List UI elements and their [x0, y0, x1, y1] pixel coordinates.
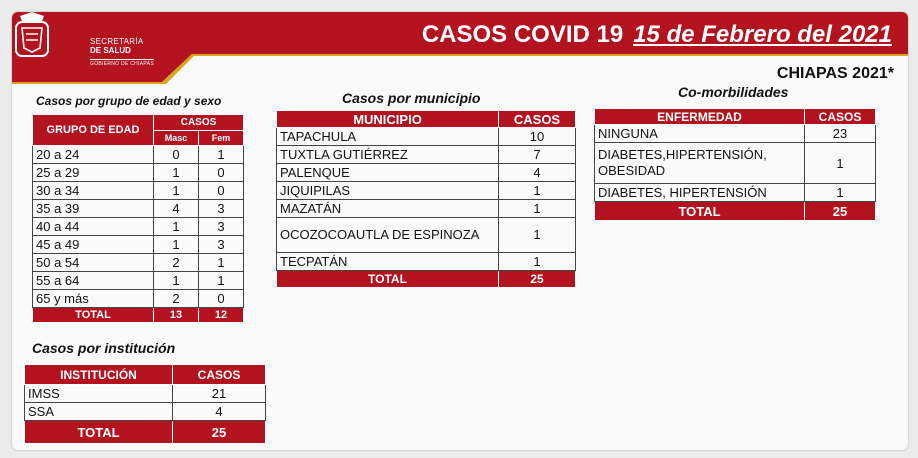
fem-cell: 3 [199, 200, 244, 218]
masc-cell: 1 [154, 182, 199, 200]
total-label: TOTAL [277, 271, 499, 288]
fem-cell: 1 [199, 272, 244, 290]
age-group-cell: 55 a 64 [33, 272, 154, 290]
municipio-row [277, 146, 576, 164]
age-group-cell: 30 a 34 [33, 182, 154, 200]
municipio-name-cell: TAPACHULA [277, 128, 499, 146]
institucion-total-row [25, 421, 266, 444]
infographic-card [12, 12, 908, 450]
col-casos: CASOS [499, 111, 576, 128]
municipio-total-row [277, 271, 576, 288]
age-group-cell: 20 a 24 [33, 146, 154, 164]
age-row [33, 272, 244, 290]
institucion-cases-cell: 4 [173, 403, 266, 421]
fem-cell: 1 [199, 254, 244, 272]
age-sex-title: Casos por grupo de edad y sexo [36, 94, 222, 108]
age-group-cell: 40 a 44 [33, 218, 154, 236]
col-fem: Fem [199, 130, 244, 146]
comorb-name-cell: NINGUNA [595, 125, 805, 143]
municipio-header-row [277, 111, 576, 128]
total-label: TOTAL [25, 421, 173, 444]
municipio-table [276, 110, 576, 288]
municipio-name-cell: TUXTLA GUTIÉRREZ [277, 146, 499, 164]
masc-cell: 1 [154, 164, 199, 182]
municipio-title: Casos por municipio [342, 90, 481, 106]
institucion-cases-cell: 21 [173, 385, 266, 403]
comorb-header-row [595, 109, 876, 125]
masc-cell: 1 [154, 236, 199, 254]
municipio-cases-cell: 1 [499, 182, 576, 200]
headline-date: 15 de Febrero del 2021 [633, 21, 892, 48]
total-value: 25 [173, 421, 266, 444]
col-masc: Masc [154, 130, 199, 146]
age-row [33, 182, 244, 200]
age-group-cell: 65 y más [33, 290, 154, 308]
comorb-cases-cell: 1 [805, 184, 876, 202]
headline-title: CASOS COVID 19 [421, 21, 624, 48]
age-group-cell: 25 a 29 [33, 164, 154, 182]
fem-cell: 3 [199, 236, 244, 254]
municipio-cases-cell: 1 [499, 200, 576, 218]
institucion-name-cell: IMSS [25, 385, 173, 403]
institucion-title: Casos por institución [32, 340, 176, 356]
fem-cell: 0 [199, 290, 244, 308]
comorb-row [595, 125, 876, 143]
header-banner [12, 12, 908, 88]
comorb-cases-cell: 1 [805, 143, 876, 184]
age-sex-total-row [33, 308, 244, 323]
municipio-row [277, 253, 576, 271]
col-municipio: MUNICIPIO [277, 111, 499, 128]
comorb-row [595, 184, 876, 202]
org-line2: DE SALUD [90, 45, 131, 55]
comorb-name-cell: DIABETES,HIPERTENSIÓN, OBESIDAD [595, 143, 805, 184]
total-masc: 13 [154, 308, 199, 323]
municipio-row [277, 128, 576, 146]
municipio-row [277, 164, 576, 182]
headline [422, 21, 892, 49]
fem-cell: 1 [199, 146, 244, 164]
comorb-name-cell: DIABETES, HIPERTENSIÓN [595, 184, 805, 202]
col-cases: CASOS [154, 115, 244, 131]
municipio-name-cell: OCOZOCOAUTLA DE ESPINOZA [277, 218, 499, 253]
age-row [33, 146, 244, 164]
institucion-name-cell: SSA [25, 403, 173, 421]
municipio-cases-cell: 1 [499, 218, 576, 253]
fem-cell: 0 [199, 182, 244, 200]
masc-cell: 1 [154, 272, 199, 290]
org-line3: GOBIERNO DE CHIAPAS [90, 60, 154, 67]
comorb-title: Co-morbilidades [678, 84, 789, 100]
masc-cell: 2 [154, 254, 199, 272]
age-row [33, 254, 244, 272]
age-sex-table [32, 114, 244, 323]
total-value: 25 [499, 271, 576, 288]
masc-cell: 1 [154, 218, 199, 236]
age-row [33, 236, 244, 254]
institucion-table [24, 364, 266, 444]
age-row [33, 200, 244, 218]
fem-cell: 0 [199, 164, 244, 182]
coat-of-arms-icon [12, 12, 52, 58]
comorb-cases-cell: 23 [805, 125, 876, 143]
age-row [33, 164, 244, 182]
fem-cell: 3 [199, 218, 244, 236]
age-row [33, 218, 244, 236]
comorb-table [594, 108, 876, 221]
masc-cell: 4 [154, 200, 199, 218]
municipio-name-cell: PALENQUE [277, 164, 499, 182]
masc-cell: 2 [154, 290, 199, 308]
region-label: CHIAPAS 2021* [776, 65, 894, 82]
comorb-row [595, 143, 876, 184]
age-group-cell: 50 a 54 [33, 254, 154, 272]
age-group-cell: 45 a 49 [33, 236, 154, 254]
municipio-row [277, 218, 576, 253]
institucion-header-row [25, 365, 266, 385]
age-sex-header-row [33, 115, 244, 131]
total-value: 25 [805, 202, 876, 221]
org-name [90, 38, 154, 67]
total-fem: 12 [199, 308, 244, 323]
institucion-row [25, 385, 266, 403]
col-casos: CASOS [805, 109, 876, 125]
municipio-cases-cell: 10 [499, 128, 576, 146]
municipio-row [277, 200, 576, 218]
municipio-name-cell: JIQUIPILAS [277, 182, 499, 200]
total-label: TOTAL [595, 202, 805, 221]
municipio-cases-cell: 7 [499, 146, 576, 164]
org-line1: SECRETARÍA [90, 37, 144, 46]
municipio-cases-cell: 4 [499, 164, 576, 182]
institucion-row [25, 403, 266, 421]
comorb-total-row [595, 202, 876, 221]
municipio-cases-cell: 1 [499, 253, 576, 271]
age-group-cell: 35 a 39 [33, 200, 154, 218]
total-label: TOTAL [33, 308, 154, 323]
masc-cell: 0 [154, 146, 199, 164]
municipio-name-cell: MAZATÁN [277, 200, 499, 218]
municipio-row [277, 182, 576, 200]
municipio-name-cell: TECPATÁN [277, 253, 499, 271]
col-group: GRUPO DE EDAD [33, 115, 154, 146]
age-row [33, 290, 244, 308]
col-casos: CASOS [173, 365, 266, 385]
col-institucion: INSTITUCIÓN [25, 365, 173, 385]
col-enfermedad: ENFERMEDAD [595, 109, 805, 125]
